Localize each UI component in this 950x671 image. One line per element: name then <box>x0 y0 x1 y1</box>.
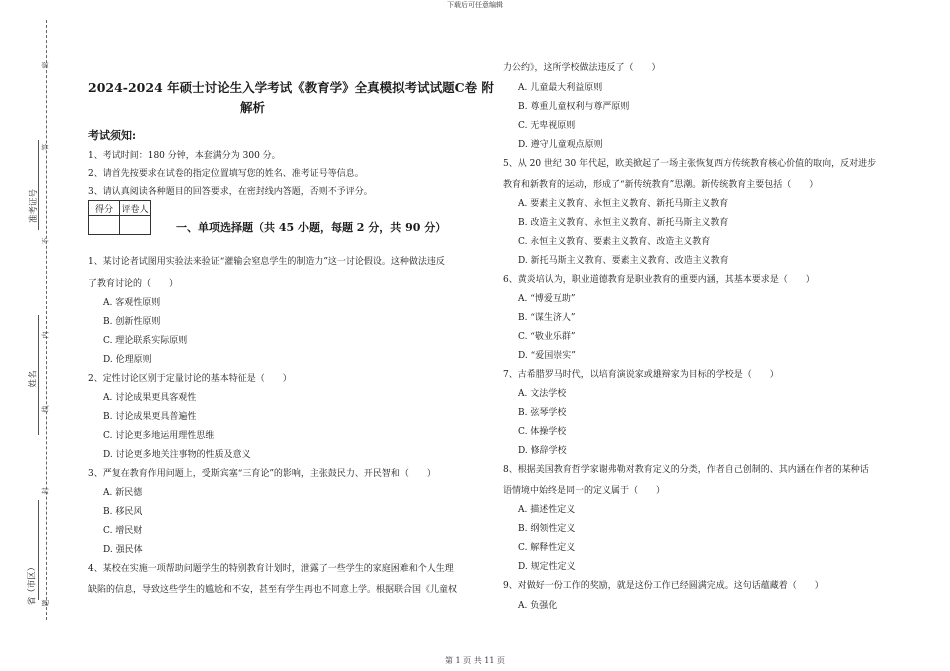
answer-option[interactable]: A. 要素主义教育、永恒主义教育、新托马斯主义教育 <box>518 199 729 209</box>
question-stem: 缺陷的信息，导致这些学生的尴尬和不安，甚至有学生再也不同意上学。根据联合国《儿童权 <box>88 585 458 595</box>
answer-option[interactable]: A. 讨论成果更具客观性 <box>103 393 197 403</box>
question-stem: 教育和新教育的运动，形成了“新传统教育”思潮。新传统教育主要包括（ ） <box>503 180 819 190</box>
score-cell[interactable] <box>89 216 120 235</box>
answer-option[interactable]: C. 永恒主义教育、要素主义教育、改造主义教育 <box>518 237 711 247</box>
seal-line <box>46 20 47 620</box>
answer-option[interactable]: A. 负强化 <box>518 601 558 611</box>
answer-option[interactable]: A. 儿童最大利益原则 <box>518 83 603 93</box>
notice-item: 3、请认真阅读各种题目的回答要求，在密封线内答题，否则不予评分。 <box>88 187 373 197</box>
seal-mark: 线 <box>41 405 50 413</box>
question-stem: 4、某校在实施一项帮助问题学生的特别教育计划时，泄露了一些学生的家庭困难和个人生理 <box>88 564 454 574</box>
answer-option[interactable]: B. 弦琴学校 <box>518 408 567 418</box>
grader-cell[interactable] <box>120 216 151 235</box>
answer-option[interactable]: A. 描述性定义 <box>518 505 576 515</box>
answer-option[interactable]: B. 讨论成果更具普遍性 <box>103 412 197 422</box>
answer-option[interactable]: D. 遵守儿童观点原则 <box>518 140 603 150</box>
answer-option[interactable]: C. 解释性定义 <box>518 543 576 553</box>
page-title-cont: 解析 <box>240 100 266 115</box>
answer-option[interactable]: D. 新托马斯主义教育、要素主义教育、改造主义教育 <box>518 256 729 266</box>
answer-option[interactable]: D. 讨论更多地关注事物的性质及意义 <box>103 450 251 460</box>
answer-option[interactable]: D. 修辞学校 <box>518 446 567 456</box>
answer-option[interactable]: B. 尊重儿童权利与尊严原则 <box>518 102 630 112</box>
answer-option[interactable]: A. 新民德 <box>103 488 143 498</box>
answer-option[interactable]: A. 文法学校 <box>518 389 567 399</box>
question-stem: 语情境中始终是同一的定义属于（ ） <box>503 486 666 496</box>
question-stem: 8、根据美国教育哲学家谢弗勒对教育定义的分类，作者自己创制的、其内涵在作者的某种话 <box>503 465 869 475</box>
seal-mark: 题 <box>41 599 50 607</box>
seal-mark: 封 <box>41 487 50 495</box>
answer-option[interactable]: D. 规定性定义 <box>518 562 576 572</box>
question-stem: 9、对做好一份工作的奖励，就是这份工作已经圆满完成。这句话蕴藏着（ ） <box>503 581 824 591</box>
question-stem: 6、黄炎培认为，职业道德教育是职业教育的重要内涵，其基本要求是（ ） <box>503 275 815 285</box>
answer-option[interactable]: A. 客观性原则 <box>103 298 161 308</box>
region-field-line <box>38 500 39 600</box>
section-title: 一、单项选择题（共 45 小题，每题 2 分，共 90 分） <box>176 221 447 234</box>
seal-mark: 不 <box>41 237 50 245</box>
seal-mark: 密 <box>41 61 50 69</box>
answer-option[interactable]: A. “博爱互助” <box>518 294 576 304</box>
answer-option[interactable]: D. “爱国崇实” <box>518 351 576 361</box>
answer-option[interactable]: D. 强民体 <box>103 545 143 555</box>
answer-option[interactable]: B. 移民风 <box>103 507 143 517</box>
answer-option[interactable]: B. 纲领性定义 <box>518 524 576 534</box>
answer-option[interactable]: C. 理论联系实际原则 <box>103 336 188 346</box>
answer-option[interactable]: C. 无卑视原则 <box>518 121 576 131</box>
answer-option[interactable]: B. “谋生济人” <box>518 313 576 323</box>
question-stem: 2、定性讨论区别于定量讨论的基本特征是（ ） <box>88 374 292 384</box>
answer-option[interactable]: C. 讨论更多地运用理性思维 <box>103 431 215 441</box>
question-stem: 1、某讨论者试图用实验法来验证“灌输会窒息学生的制造力”这一讨论假设。这种做法违反 <box>88 257 445 267</box>
answer-option[interactable]: B. 创新性原则 <box>103 317 161 327</box>
question-stem: 了教育讨论的（ ） <box>88 279 179 289</box>
question-stem: 3、严复在教育作用问题上，受斯宾塞“三育论”的影响，主张鼓民力、开民智和（ ） <box>88 469 436 479</box>
answer-option[interactable]: D. 伦理原则 <box>103 355 152 365</box>
page-footer: 第 1 页 共 11 页 <box>445 656 505 665</box>
score-label: 得分 <box>89 201 120 216</box>
answer-option[interactable]: C. 体操学校 <box>518 427 567 437</box>
question-stem: 7、古希腊罗马时代，以培育演说家或雄辩家为目标的学校是（ ） <box>503 370 779 380</box>
region-label: 省（市区） <box>27 562 38 606</box>
exam-no-label: 准考证号 <box>29 188 40 224</box>
notice-item: 2、请首先按要求在试卷的指定位置填写您的姓名、准考证号等信息。 <box>88 169 364 179</box>
answer-option[interactable]: C. 增民财 <box>103 526 143 536</box>
header-note: 下载后可任意编辑 <box>447 1 503 9</box>
score-table <box>88 200 151 235</box>
answer-option[interactable]: B. 改造主义教育、永恒主义教育、新托马斯主义教育 <box>518 218 729 228</box>
name-label: 姓名 <box>28 370 39 388</box>
seal-mark: 内 <box>41 331 50 339</box>
notice-heading: 考试须知: <box>88 129 137 142</box>
answer-option[interactable]: C. “敬业乐群” <box>518 332 576 342</box>
question-stem: 力公约》，这所学校做法违反了（ ） <box>503 63 661 73</box>
question-stem: 5、从 20 世纪 30 年代起，欧美掀起了一场主张恢复西方传统教育核心价值的取向，反对进步 <box>503 159 877 169</box>
notice-item: 1、考试时间：180 分钟，本套满分为 300 分。 <box>88 151 281 161</box>
seal-mark: 答 <box>41 143 50 151</box>
page-title: 2024-2024 年硕士讨论生入学考试《教育学》全真模拟考试试题C卷 附 <box>88 80 494 95</box>
grader-label: 评卷人 <box>120 201 151 216</box>
